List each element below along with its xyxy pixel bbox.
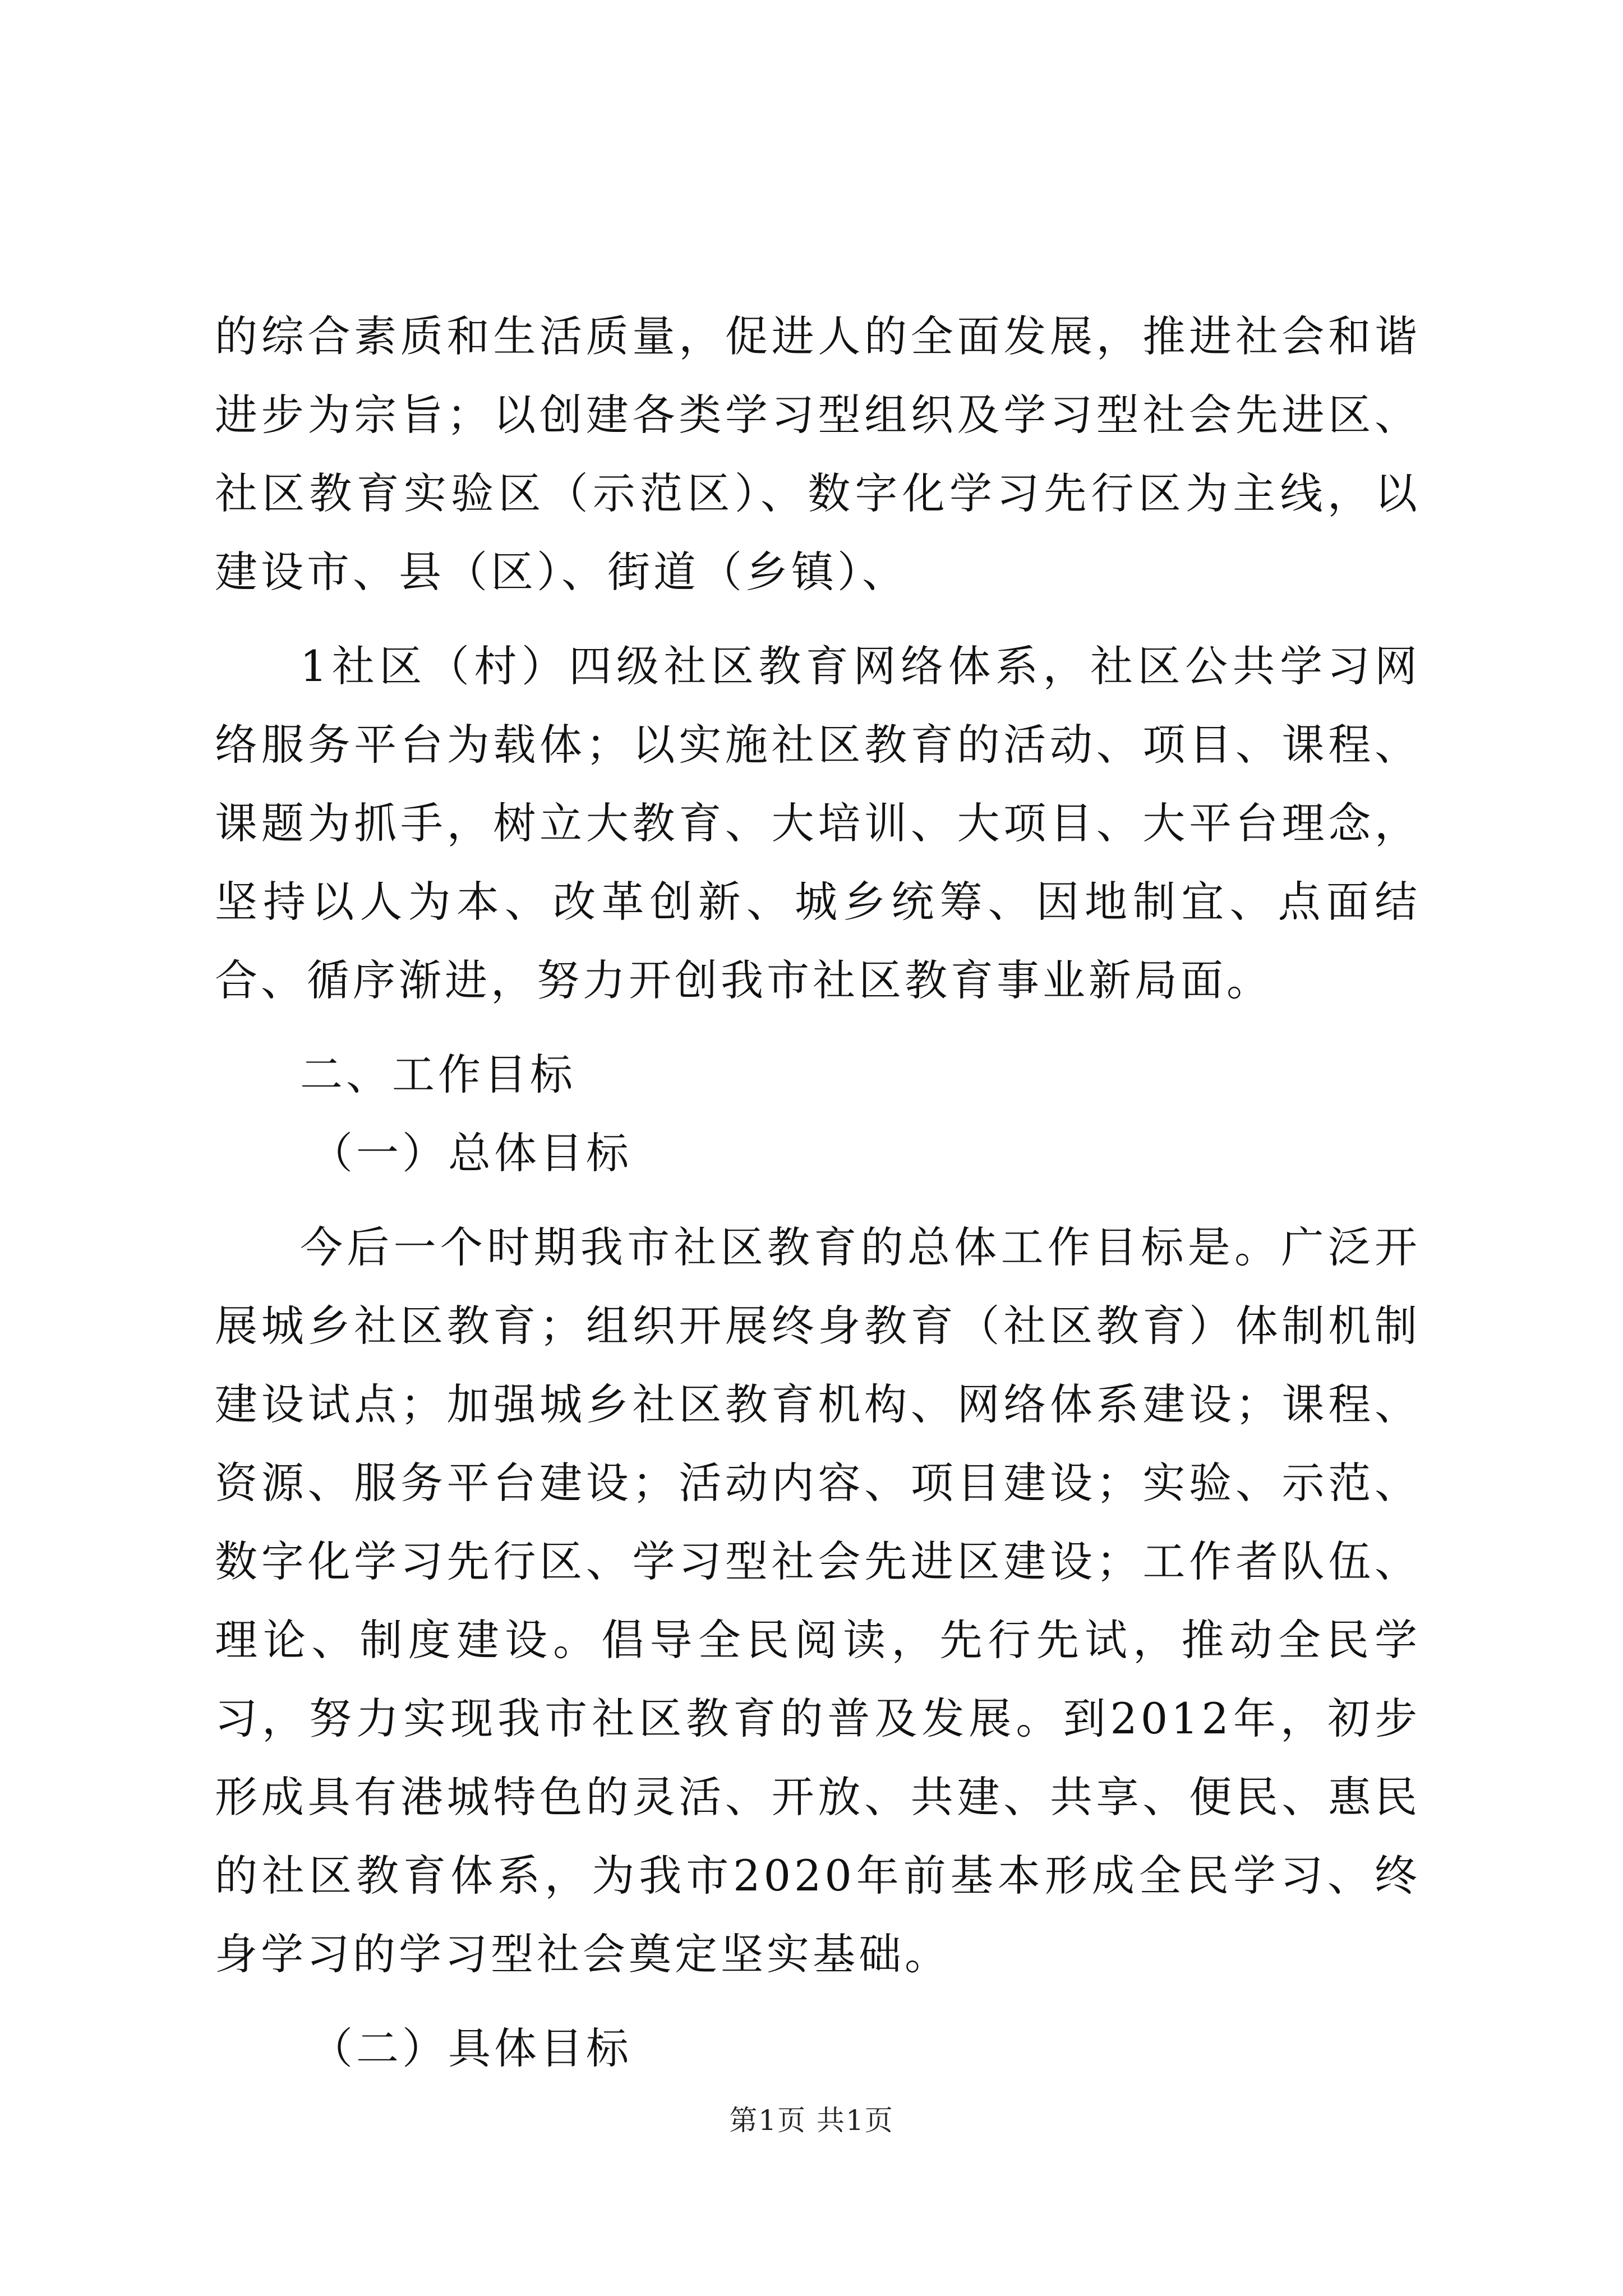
subheading-specific-goals: （二）具体目标 — [310, 2023, 632, 2073]
page-footer: 第1页 共1页 — [729, 2104, 894, 2137]
paragraph-network-system: 1社区（村）四级社区教育网络体系，社区公共学习网络服务平台为载体；以实施社区教育的活动、项目、课程、课题为抓手，树立大教育、大培训、大项目、大平台理念，坚持以人为本、改革创新、城乡统筹、因地制宜、点面结合、循序渐进，努力开创我市社区教育事业新局面。 — [215, 641, 1421, 1005]
paragraph-overall-goals: 今后一个时期我市社区教育的总体工作目标是。广泛开展城乡社区教育；组织开展终身教育（社区教育）体制机制建设试点；加强城乡社区教育机构、网络体系建设；课程、资源、服务平台建设；活动内容、项目建设；实验、示范、数字化学习先行区、学习型社会先进区建设；工作者队伍、理论、制度建设。倡导全民阅读，先行先试，推动全民学习，努力实现我市社区教育的普及发展。到2012年，初步形成具有港城特色的灵活、开放、共建、共享、便民、惠民的社区教育体系，为我市2020年前基本形成全民学习、终身学习的学习型社会奠定坚实基础。 — [215, 1222, 1421, 1979]
subheading-overall-goals: （一）总体目标 — [310, 1128, 632, 1178]
section-heading-work-goals: 二、工作目标 — [300, 1050, 576, 1099]
paragraph-continuation: 的综合素质和生活质量，促进人的全面发展，推进社会和谐进步为宗旨；以创建各类学习型组织及学习型社会先进区、社区教育实验区（示范区）、数字化学习先行区为主线，以建设市、县（区）、街道（乡镇）、 — [215, 311, 1421, 597]
document-body — [215, 297, 1421, 2088]
